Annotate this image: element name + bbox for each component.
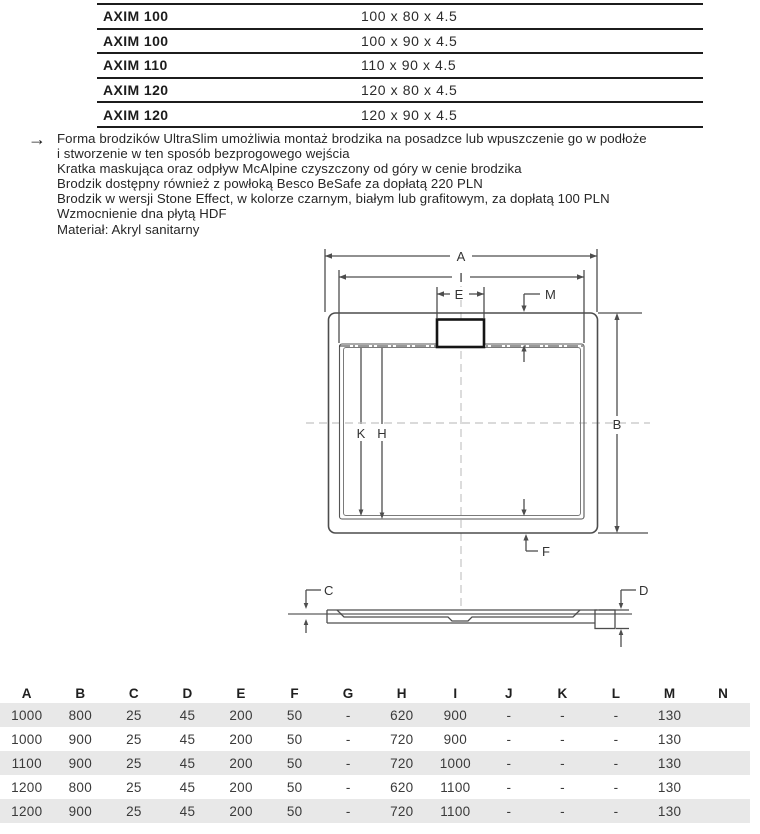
table-cell: 45 xyxy=(179,755,196,771)
dim-label-b: B xyxy=(612,417,622,432)
table-row xyxy=(0,751,750,775)
table-cell: 45 xyxy=(179,731,196,747)
table-row xyxy=(97,54,703,79)
table-cell: - xyxy=(506,731,512,747)
table-cell: 900 xyxy=(68,755,93,771)
table-row xyxy=(0,799,750,823)
table-cell: 25 xyxy=(126,803,142,819)
dimension-table xyxy=(0,683,750,823)
note-line: Brodzik w wersji Stone Effect, w kolorze czarnym, białym lub grafitowym, za dopłatą 100 PLN xyxy=(57,191,610,207)
model-table xyxy=(97,3,703,128)
table-cell: 900 xyxy=(443,707,468,723)
table-cell: 620 xyxy=(390,779,414,795)
column-header: D xyxy=(182,685,193,701)
note-line: Brodzik dostępny również z powłoką Besco BeSafe za dopłatą 220 PLN xyxy=(57,176,483,192)
table-cell: - xyxy=(506,803,512,819)
table-cell: 130 xyxy=(657,755,682,771)
model-dimensions: 100 x 90 x 4.5 xyxy=(361,32,458,49)
table-row xyxy=(97,103,703,128)
table-cell: 200 xyxy=(229,707,253,723)
table-cell: - xyxy=(560,731,565,747)
table-cell: 900 xyxy=(68,803,93,819)
column-header: K xyxy=(557,685,568,701)
table-cell: - xyxy=(560,707,565,723)
table-cell: - xyxy=(506,779,512,795)
table-cell: - xyxy=(560,755,565,771)
table-cell: 800 xyxy=(68,707,93,723)
table-cell: 50 xyxy=(286,707,303,723)
table-cell: 50 xyxy=(286,731,303,747)
table-row xyxy=(0,727,750,751)
table-cell: 1000 xyxy=(11,731,43,747)
table-cell: 200 xyxy=(229,731,253,747)
notes-text xyxy=(57,131,647,237)
table-cell: 50 xyxy=(286,779,303,795)
dimension-table-body xyxy=(0,703,750,823)
table-cell: 45 xyxy=(179,707,196,723)
dim-label-d: D xyxy=(639,583,649,598)
table-cell: 200 xyxy=(229,779,253,795)
table-cell: 25 xyxy=(126,755,142,771)
dim-label-k: K xyxy=(356,426,366,441)
column-header: C xyxy=(128,685,139,701)
table-cell: - xyxy=(560,803,565,819)
table-cell: 50 xyxy=(286,755,303,771)
dimension-table-header xyxy=(0,683,750,703)
table-cell: 800 xyxy=(68,779,93,795)
note-line: i stworzenie w ten sposób bezprogowego wejścia xyxy=(57,146,350,162)
table-cell: - xyxy=(506,707,512,723)
model-dimensions: 120 x 80 x 4.5 xyxy=(361,82,458,99)
table-cell: - xyxy=(345,731,351,747)
table-cell: 720 xyxy=(390,731,414,747)
table-cell: - xyxy=(613,779,619,795)
column-header: N xyxy=(718,685,729,701)
table-cell: 130 xyxy=(657,731,682,747)
column-header: M xyxy=(663,685,676,701)
table-cell: - xyxy=(345,707,351,723)
column-header: I xyxy=(453,685,458,701)
column-header: A xyxy=(21,685,32,701)
model-dimensions: 110 x 90 x 4.5 xyxy=(361,57,457,74)
table-cell: 1100 xyxy=(440,803,471,819)
technical-diagram xyxy=(280,240,670,670)
table-cell: 720 xyxy=(390,755,414,771)
dim-label-m: M xyxy=(545,287,556,302)
column-header: J xyxy=(505,685,513,701)
column-header: F xyxy=(290,685,299,701)
dim-label-i: I xyxy=(459,270,463,285)
table-cell: - xyxy=(560,779,565,795)
dim-label-f: F xyxy=(542,544,550,559)
table-cell: 25 xyxy=(126,707,142,723)
model-name: AXIM 100 xyxy=(103,8,169,25)
note-line: Forma brodzików UltraSlim umożliwia montaż brodzika na posadzce lub wpuszczenie go w podłoże xyxy=(57,131,647,146)
table-cell: - xyxy=(613,803,619,819)
model-name: AXIM 100 xyxy=(103,32,169,49)
table-cell: - xyxy=(613,731,619,747)
table-cell: 130 xyxy=(657,779,682,795)
table-cell: 1100 xyxy=(11,755,42,771)
dim-label-e: E xyxy=(454,287,464,302)
table-cell: 25 xyxy=(126,731,142,747)
table-cell: 50 xyxy=(286,803,303,819)
dim-label-c: C xyxy=(324,583,334,598)
table-row xyxy=(0,703,750,727)
note-line: Wzmocnienie dna płytą HDF xyxy=(57,206,227,222)
table-cell: 620 xyxy=(390,707,414,723)
column-header: B xyxy=(75,685,86,701)
column-header: E xyxy=(236,685,246,701)
table-cell: 1200 xyxy=(11,803,43,819)
table-row xyxy=(0,775,750,799)
table-cell: 1100 xyxy=(440,779,471,795)
model-dimensions: 100 x 80 x 4.5 xyxy=(361,8,458,25)
model-name: AXIM 120 xyxy=(103,82,169,99)
table-cell: 25 xyxy=(126,779,142,795)
table-cell: 720 xyxy=(390,803,414,819)
diagram-drawing xyxy=(280,240,670,665)
drain-cover xyxy=(437,320,484,348)
product-notes xyxy=(28,131,738,237)
table-row xyxy=(97,5,703,30)
table-cell: - xyxy=(345,779,351,795)
table-cell: 1000 xyxy=(11,707,43,723)
table-row xyxy=(97,30,703,55)
table-cell: - xyxy=(613,755,619,771)
table-cell: 1000 xyxy=(439,755,471,771)
note-line: Materiał: Akryl sanitarny xyxy=(57,221,200,237)
table-cell: 200 xyxy=(229,803,253,819)
model-name: AXIM 120 xyxy=(103,106,169,123)
table-cell: 45 xyxy=(179,803,196,819)
table-cell: 130 xyxy=(657,707,682,723)
table-cell: - xyxy=(345,803,351,819)
table-cell: 900 xyxy=(68,731,93,747)
model-name: AXIM 110 xyxy=(103,57,168,74)
dim-label-a: A xyxy=(456,249,466,264)
table-cell: - xyxy=(506,755,512,771)
table-cell: 45 xyxy=(179,779,196,795)
table-row xyxy=(97,79,703,104)
table-cell: 1200 xyxy=(11,779,43,795)
dim-label-h: H xyxy=(377,426,387,441)
model-dimensions: 120 x 90 x 4.5 xyxy=(361,106,458,123)
table-cell: - xyxy=(613,707,619,723)
column-header: G xyxy=(342,685,354,701)
table-cell: 900 xyxy=(443,731,468,747)
note-line: Kratka maskująca oraz odpływ McAlpine czyszczony od góry w cenie brodzika xyxy=(57,161,522,177)
table-cell: - xyxy=(345,755,351,771)
column-header: L xyxy=(611,685,621,701)
arrow-right-icon: → xyxy=(28,129,46,149)
table-cell: 200 xyxy=(229,755,253,771)
column-header: H xyxy=(396,685,407,701)
side-profile xyxy=(306,590,636,647)
table-cell: 130 xyxy=(657,803,682,819)
